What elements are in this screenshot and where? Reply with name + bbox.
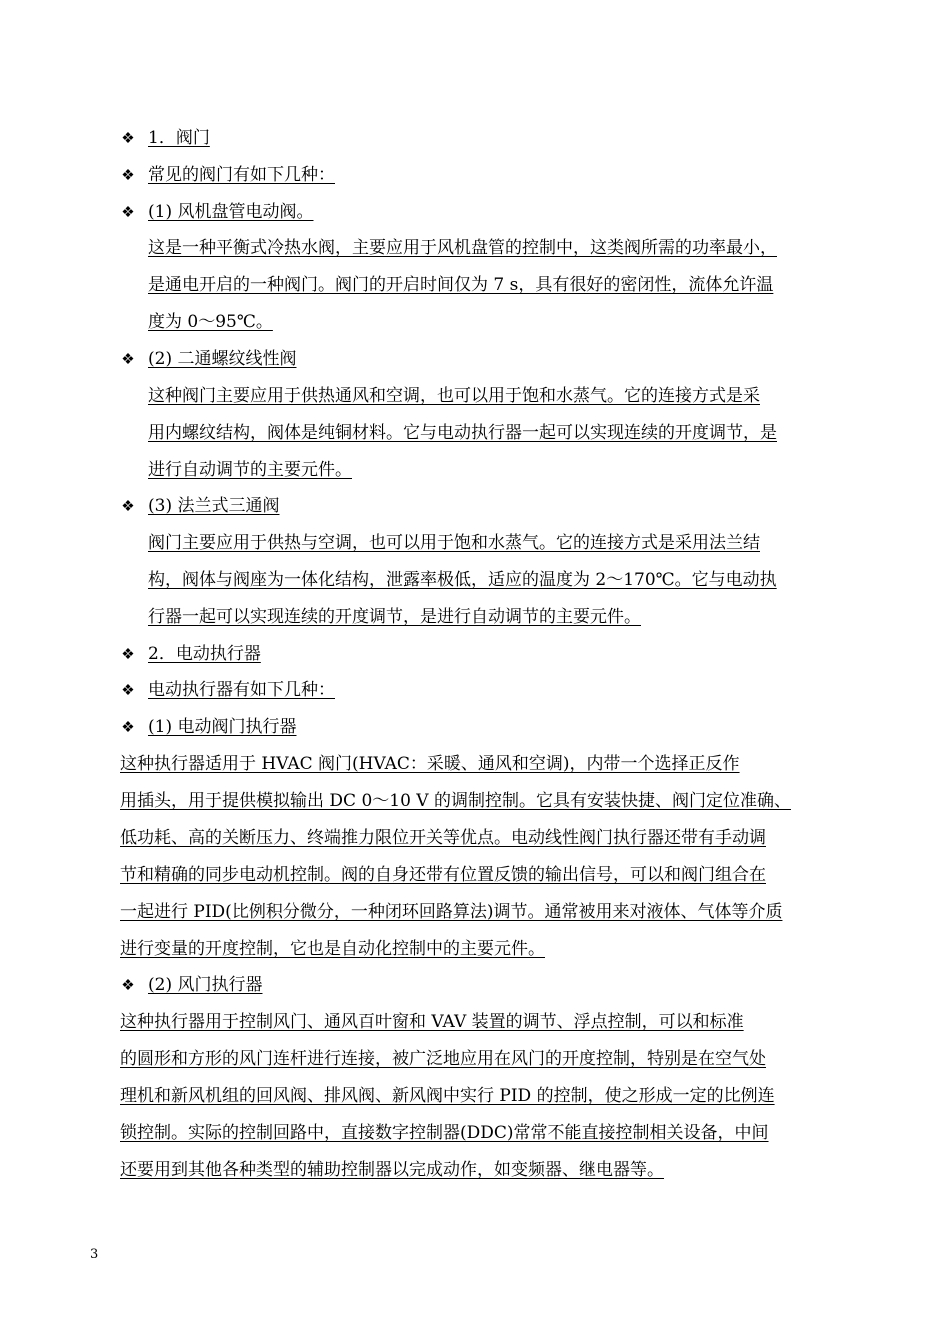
- section-heading: 1．阀门: [148, 128, 210, 148]
- paragraph-line: 阀门主要应用于供热与空调，也可以用于饱和水蒸气。它的连接方式是采用法兰结: [148, 533, 760, 553]
- paragraph-line: 理机和新风机组的回风阀、排风阀、新风阀中实行 PID 的控制，使之形成一定的比例连: [120, 1086, 775, 1106]
- item-title: (2) 二通螺纹线性阀: [148, 349, 297, 369]
- bullet-icon: ❖: [121, 497, 135, 515]
- bullet-icon: ❖: [121, 350, 135, 368]
- paragraph-line: 这种执行器适用于 HVAC 阀门(HVAC：采暖、通风和空调)，内带一个选择正反作: [120, 754, 740, 774]
- paragraph-line: 进行变量的开度控制，它也是自动化控制中的主要元件。: [120, 939, 545, 959]
- paragraph-line: 锁控制。实际的控制回路中，直接数字控制器(DDC)常常不能直接控制相关设备，中间: [120, 1123, 769, 1143]
- paragraph-line: 的圆形和方形的风门连杆进行连接，被广泛地应用在风门的开度控制，特别是在空气处: [120, 1049, 766, 1069]
- item-title: (1) 风机盘管电动阀。: [148, 202, 314, 222]
- bullet-icon: ❖: [121, 129, 135, 147]
- bullet-icon: ❖: [121, 718, 135, 736]
- paragraph-line: 一起进行 PID(比例积分微分，一种闭环回路算法)调节。通常被用来对液体、气体等介质: [120, 902, 783, 922]
- bullet-icon: ❖: [121, 166, 135, 184]
- section-intro: 常见的阀门有如下几种：: [148, 165, 335, 185]
- bullet-icon: ❖: [121, 976, 135, 994]
- paragraph-line: 这种执行器用于控制风门、通风百叶窗和 VAV 装置的调节、浮点控制，可以和标准: [120, 1012, 744, 1032]
- page-number: 3: [90, 1247, 99, 1262]
- bullet-icon: ❖: [121, 681, 135, 699]
- bullet-icon: ❖: [121, 203, 135, 221]
- item-title: (3) 法兰式三通阀: [148, 496, 280, 516]
- paragraph-line: 低功耗、高的关断压力、终端推力限位开关等优点。电动线性阀门执行器还带有手动调: [120, 828, 766, 848]
- section-intro: 电动执行器有如下几种：: [148, 680, 335, 700]
- paragraph-line: 度为 0～95℃。: [148, 312, 273, 332]
- paragraph-line: 是通电开启的一种阀门。阀门的开启时间仅为 7 s，具有很好的密闭性，流体允许温: [148, 275, 774, 295]
- paragraph-line: 这是一种平衡式冷热水阀，主要应用于风机盘管的控制中，这类阀所需的功率最小，: [148, 238, 777, 258]
- bullet-icon: ❖: [121, 645, 135, 663]
- paragraph-line: 这种阀门主要应用于供热通风和空调，也可以用于饱和水蒸气。它的连接方式是采: [148, 386, 760, 406]
- paragraph-line: 行器一起可以实现连续的开度调节，是进行自动调节的主要元件。: [148, 607, 641, 627]
- paragraph-line: 还要用到其他各种类型的辅助控制器以完成动作，如变频器、继电器等。: [120, 1160, 664, 1180]
- paragraph-line: 用插头，用于提供模拟输出 DC 0～10 V 的调制控制。它具有安装快捷、阀门定位准确、: [120, 791, 791, 811]
- paragraph-line: 进行自动调节的主要元件。: [148, 460, 352, 480]
- paragraph-line: 构，阀体与阀座为一体化结构，泄露率极低，适应的温度为 2～170℃。它与电动执: [148, 570, 777, 590]
- paragraph-line: 用内螺纹结构，阀体是纯铜材料。它与电动执行器一起可以实现连续的开度调节，是: [148, 423, 777, 443]
- item-title: (1) 电动阀门执行器: [148, 717, 297, 737]
- paragraph-line: 节和精确的同步电动机控制。阀的自身还带有位置反馈的输出信号，可以和阀门组合在: [120, 865, 766, 885]
- item-title: (2) 风门执行器: [148, 975, 263, 995]
- section-heading: 2．电动执行器: [148, 644, 261, 664]
